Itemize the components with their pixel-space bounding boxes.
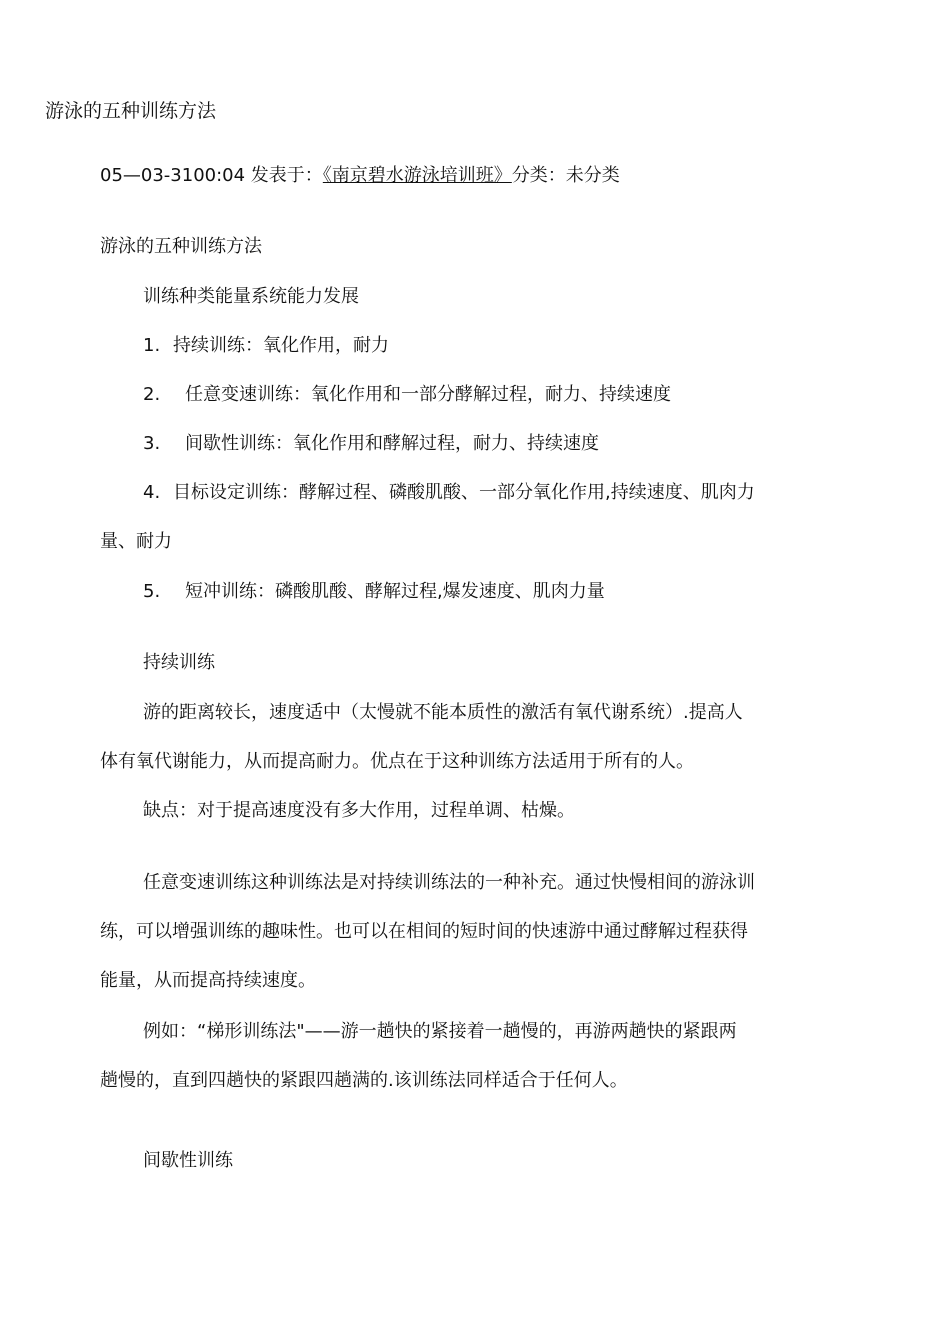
paragraph-line: 能量，从而提高持续速度。 [100, 970, 316, 991]
section-title: 持续训练 [143, 652, 215, 673]
list-item-number: 3. [143, 433, 161, 454]
paragraph-line: 例如：“梯形训练法"——游一趟快的紧接着一趟慢的，再游两趟快的紧跟两 [143, 1021, 737, 1042]
list-item [143, 383, 671, 407]
post-date-label: 05—03-3100:04 发表于： [100, 165, 323, 186]
list-item-text: 任意变速训练：氧化作用和一部分酵解过程，耐力、持续速度 [185, 384, 671, 405]
paragraph-line: 游的距离较长，速度适中（太慢就不能本质性的激活有氧代谢系统）.提高人 [143, 702, 743, 723]
list-item-text: 短冲训练：磷酸肌酸、酵解过程,爆发速度、肌肉力量 [185, 581, 605, 602]
list-item [143, 334, 389, 358]
paragraph-line: 任意变速训练这种训练法是对持续训练法的一种补充。通过快慢相间的游泳训 [143, 872, 755, 893]
article-heading: 游泳的五种训练方法 [100, 236, 262, 257]
post-meta [100, 164, 620, 188]
category-label: 分类：未分类 [511, 165, 620, 186]
list-item-text: 间歇性训练：氧化作用和酵解过程，耐力、持续速度 [185, 433, 599, 454]
source-link[interactable]: 《南京碧水游泳培训班》 [322, 165, 512, 186]
paragraph-line: 练，可以增强训练的趣味性。也可以在相间的短时间的快速游中通过酵解过程获得 [100, 921, 748, 942]
list-item-number: 5. [143, 581, 161, 602]
list-item-number: 1. [143, 335, 161, 356]
section-title: 间歇性训练 [143, 1150, 233, 1171]
list-item-continuation: 量、耐力 [100, 531, 172, 552]
list-item-number: 4. [143, 482, 161, 503]
document-title: 游泳的五种训练方法 [45, 100, 217, 122]
list-item-number: 2. [143, 384, 161, 405]
list-item-text: 目标设定训练：酵解过程、磷酸肌酸、一部分氧化作用,持续速度、肌肉力 [173, 482, 755, 503]
list-item [143, 580, 605, 604]
table-title: 训练种类能量系统能力发展 [143, 286, 359, 307]
paragraph-line: 趟慢的，直到四趟快的紧跟四趟满的.该训练法同样适合于任何人。 [100, 1070, 628, 1091]
list-item-text: 持续训练：氧化作用，耐力 [173, 335, 389, 356]
paragraph-line: 缺点：对于提高速度没有多大作用，过程单调、枯燥。 [143, 800, 575, 821]
list-item [143, 432, 599, 456]
paragraph-line: 体有氧代谢能力，从而提高耐力。优点在于这种训练方法适用于所有的人。 [100, 751, 694, 772]
list-item [143, 481, 755, 505]
